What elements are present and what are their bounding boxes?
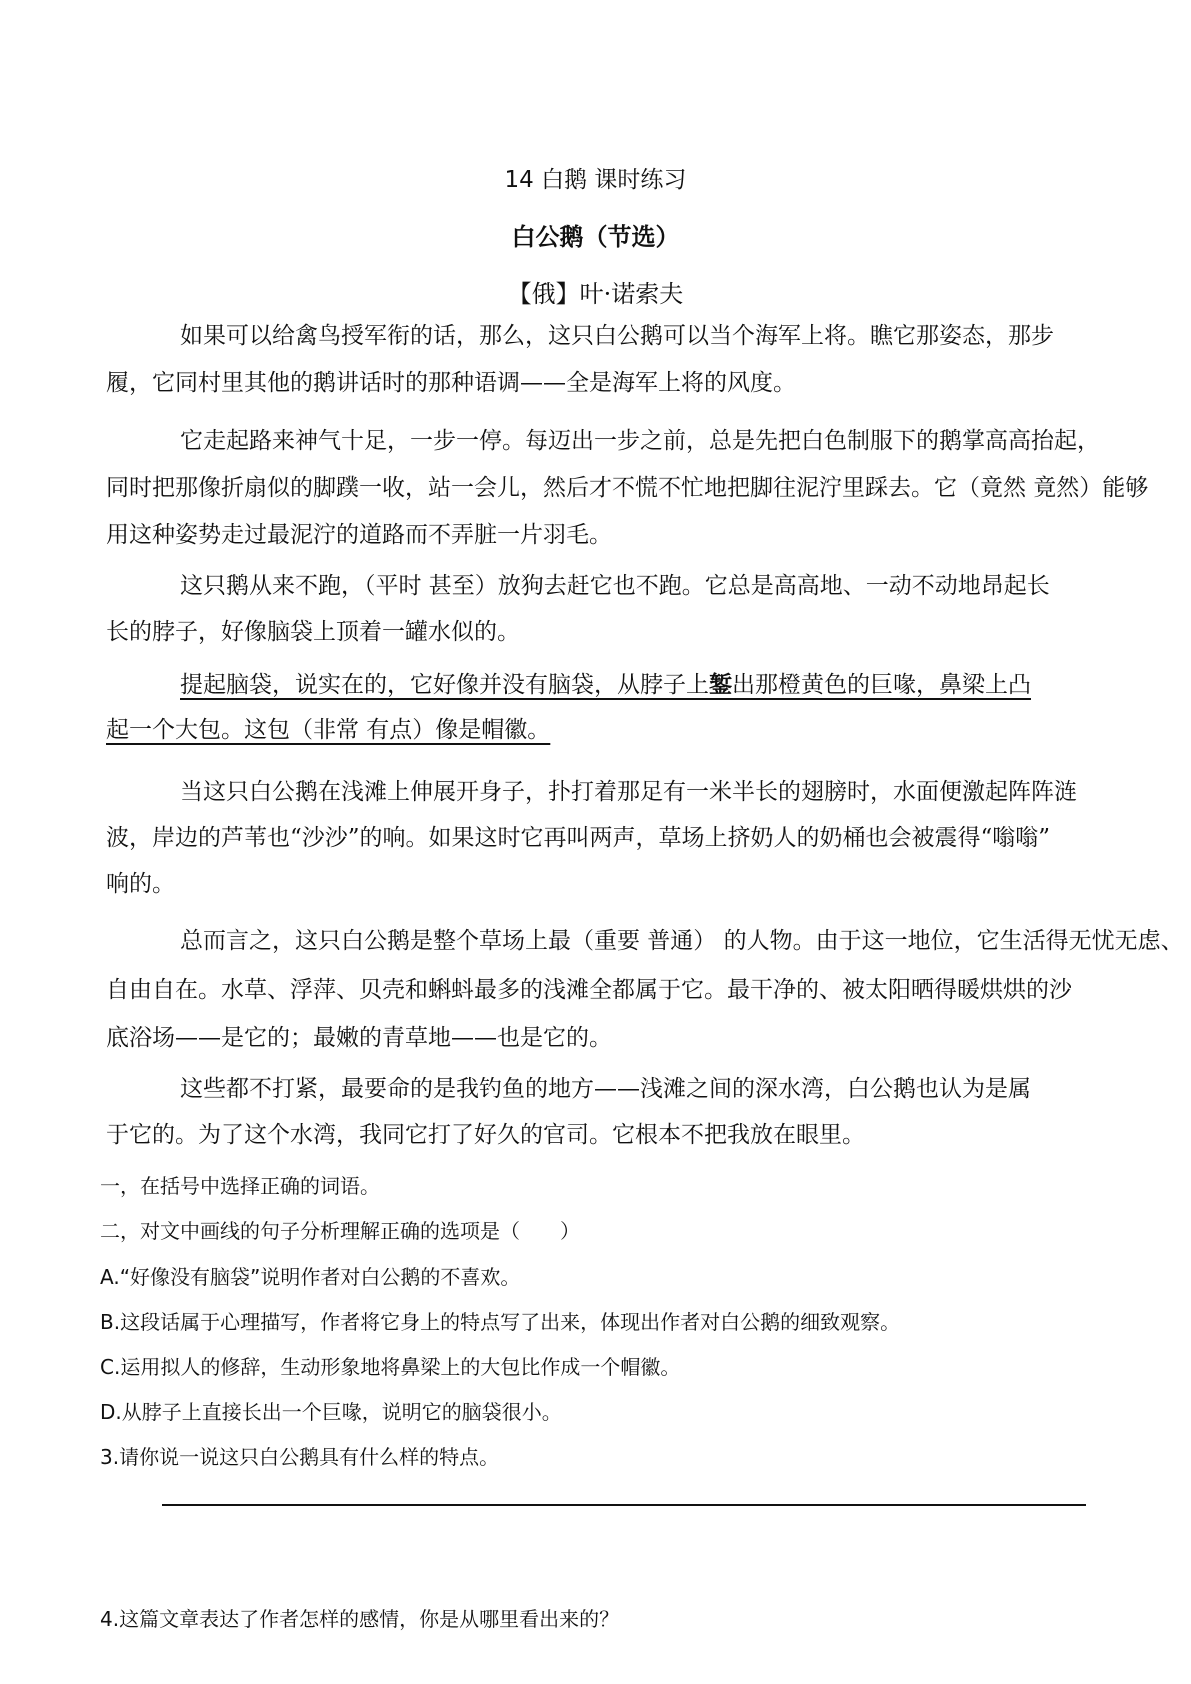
option-c: C.运用拟人的修辞，生动形象地将鼻梁上的大包比作成一个帽徽。 [100,1355,681,1379]
author-line: 【俄】叶·诺索夫 [507,280,684,308]
p4-line1-underlined [180,662,1031,708]
p2-line1: 它走起路来神气十足，一步一停。每迈出一步之前，总是先把白色制服下的鹅掌高高抬起， [180,428,1100,454]
question-3: 3.请你说一说这只白公鹅具有什么样的特点。 [100,1445,500,1469]
p6-line3: 底浴场——是它的；最嫩的青草地——也是它的。 [106,1025,612,1051]
question-1: 一，在括号中选择正确的词语。 [100,1174,380,1198]
option-d: D.从脖子上直接长出一个巨喙，说明它的脑袋很小。 [100,1400,562,1424]
p4-line1-rest: 出那橙黄色的巨喙，鼻梁上凸 [732,672,1031,698]
p2-line3: 用这种姿势走过最泥泞的道路而不弄脏一片羽毛。 [106,522,612,548]
p5-line1: 当这只白公鹅在浅滩上伸展开身子，扑打着那足有一米半长的翅膀时，水面便激起阵阵涟 [180,779,1077,805]
p4-line1-text: 提起脑袋，说实在的，它好像并没有脑袋，从脖子上 [180,672,709,698]
option-a: A.“好像没有脑袋”说明作者对白公鹅的不喜欢。 [100,1265,521,1289]
p6-line1: 总而言之，这只白公鹅是整个草场上最（重要 普通） 的人物。由于这一地位，它生活得无忧无虑、 [180,928,1184,954]
p1-line2: 履，它同村里其他的鹅讲话时的那种语调——全是海军上将的风度。 [106,370,796,396]
question-4: 4.这篇文章表达了作者怎样的感情，你是从哪里看出来的？ [100,1607,620,1631]
p7-line2: 于它的。为了这个水湾，我同它打了好久的官司。它根本不把我放在眼里。 [106,1122,865,1148]
worksheet-title: 14 白鹅 课时练习 [504,167,687,193]
p3-line2: 长的脖子，好像脑袋上顶着一罐水似的。 [106,619,520,645]
p6-line2: 自由自在。水草、浮萍、贝壳和蝌蚪最多的浅滩全都属于它。最干净的、被太阳晒得暖烘烘的沙 [106,977,1072,1003]
p1-line1: 如果可以给禽鸟授军衔的话，那么，这只白公鹅可以当个海军上将。瞧它那姿态，那步 [180,323,1054,349]
question-2: 二，对文中画线的句子分析理解正确的选项是（ ） [100,1219,580,1243]
p7-line1: 这些都不打紧，最要命的是我钓鱼的地方——浅滩之间的深水湾，白公鹅也认为是属 [180,1076,1031,1102]
answer-line[interactable] [162,1504,1086,1506]
p2-line2: 同时把那像折扇似的脚蹼一收，站一会儿，然后才不慌不忙地把脚往泥泞里踩去。它（竟然 竟然）能够 [106,475,1149,501]
p4-line2-underlined: 起一个大包。这包（非常 有点）像是帽徽。 [106,717,551,743]
p4-bold-char: 錾 [709,671,732,698]
passage-title: 白公鹅（节选） [511,223,680,251]
p5-line3: 响的。 [106,871,175,897]
p5-line2: 波，岸边的芦苇也“沙沙”的响。如果这时它再叫两声，草场上挤奶人的奶桶也会被震得“嗡嗡” [106,825,1051,851]
option-b: B.这段话属于心理描写，作者将它身上的特点写了出来，体现出作者对白公鹅的细致观察。 [100,1310,901,1334]
p3-line1: 这只鹅从来不跑，（平时 甚至）放狗去赶它也不跑。它总是高高地、一动不动地昂起长 [180,573,1050,599]
